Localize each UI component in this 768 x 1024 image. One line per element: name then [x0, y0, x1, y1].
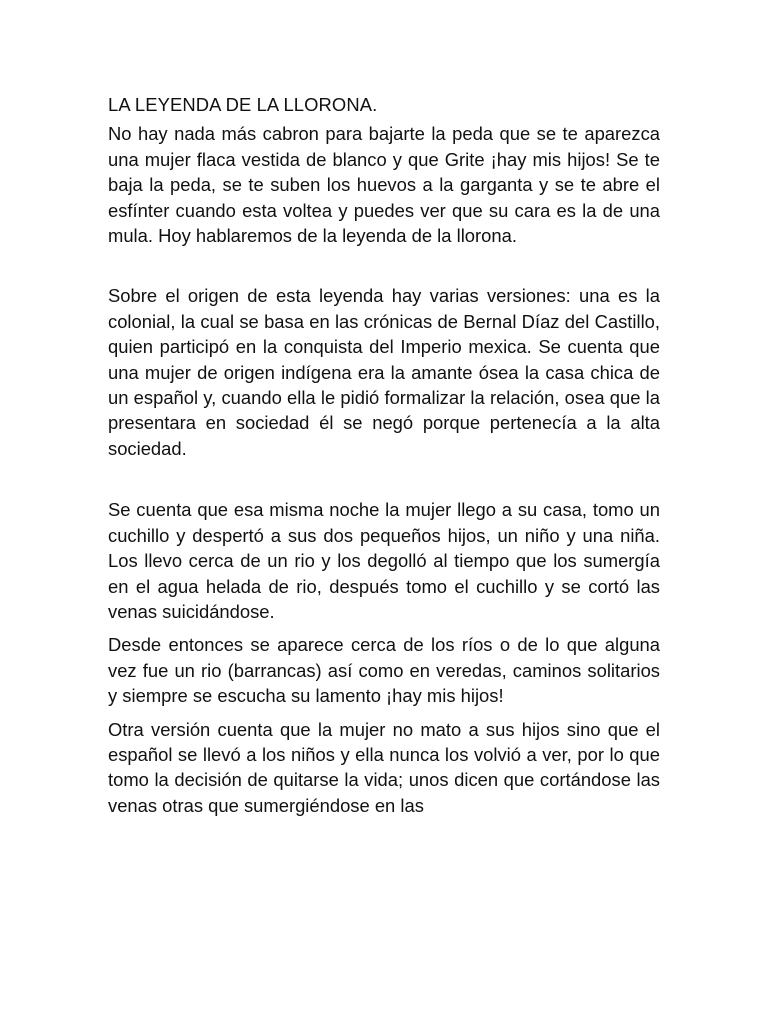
paragraph-intro: No hay nada más cabron para bajarte la peda que se te aparezca una mujer flaca vestida de blanco y que Grite ¡hay mis hijos! Se te baja la peda, se te suben los huevos a la garganta y se te abre el esfínter cuando esta voltea y puedes ver que su cara es la de una mula. Hoy hablaremos de la leyenda de la llorona.	[108, 123, 660, 247]
document-page	[108, 92, 660, 818]
paragraph-origin: Sobre el origen de esta leyenda hay varias versiones: una es la colonial, la cual se basa en las crónicas de Bernal Díaz del Castillo, quien participó en la conquista del Imperio mexica. Se cuenta que una mujer de origen indígena era la amante ósea la casa chica de un español y, cuando ella le pidió formalizar la relación, osea que la presentara en sociedad él se negó porque pertenecía a la alta sociedad.	[108, 285, 660, 459]
paragraph-other-version: Otra versión cuenta que la mujer no mato a sus hijos sino que el español se llevó a los niños y ella nunca los volvió a ver, por lo que tomo la decisión de quitarse la vida; unos dicen que cortándose las venas otras que sumergiéndose en las	[108, 718, 660, 816]
document-title: LA LEYENDA DE LA LLORONA.	[108, 94, 378, 115]
paragraph-apparitions: Desde entonces se aparece cerca de los ríos o de lo que alguna vez fue un rio (barrancas) así como en veredas, caminos solitarios y siempre se escucha su lamento ¡hay mis hijos!	[108, 634, 660, 707]
paragraph-night: Se cuenta que esa misma noche la mujer llego a su casa, tomo un cuchillo y despertó a sus dos pequeños hijos, un niño y una niña. Los llevo cerca de un rio y los degolló al tiempo que los sumergía en el agua helada de rio, después tomo el cuchillo y se cortó las venas suicidándose.	[108, 499, 660, 622]
